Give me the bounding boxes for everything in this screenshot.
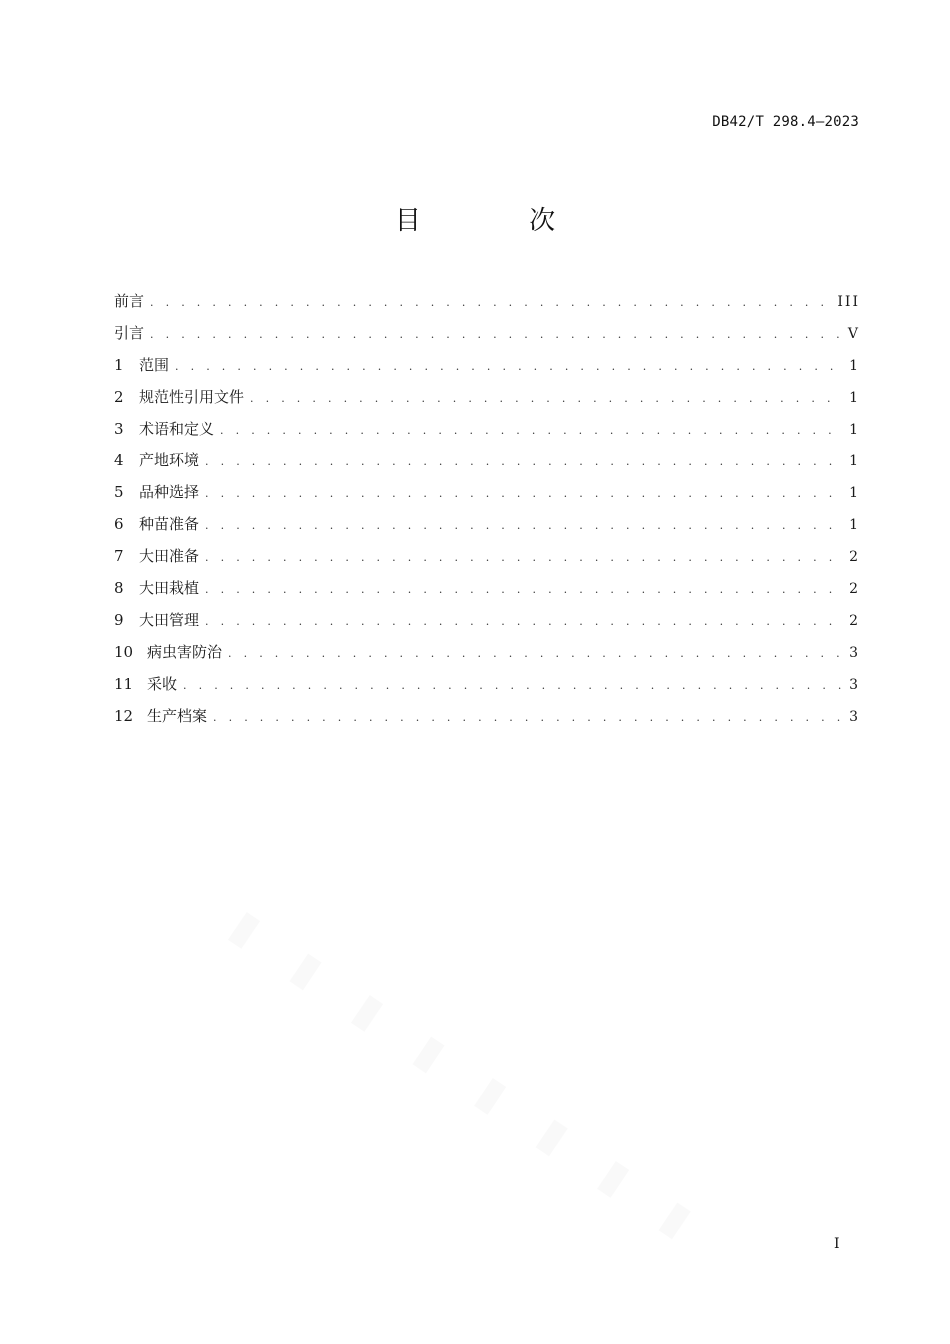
toc-entry-page: 2	[849, 549, 860, 566]
toc-dot-leader	[220, 415, 843, 447]
toc-entry-harvest[interactable]	[114, 669, 860, 701]
toc-dot-leader	[205, 510, 843, 542]
toc-dot-leader	[250, 383, 843, 415]
toc-entry-label: 规范性引用文件	[139, 387, 245, 406]
toc-dot-leader	[205, 574, 843, 606]
toc-dot-leader	[205, 478, 843, 510]
toc-entry-production-environment[interactable]	[114, 445, 860, 477]
toc-entry-production-records[interactable]	[114, 701, 860, 733]
toc-dot-leader	[150, 287, 831, 319]
toc-entry-variety-selection[interactable]	[114, 477, 860, 509]
toc-entry-label: 产地环境	[139, 451, 200, 470]
toc-dot-leader	[205, 446, 843, 478]
toc-entry-label: 生产档案	[147, 706, 208, 725]
toc-entry-label: 引言	[114, 323, 145, 342]
toc-title: 目 次	[394, 206, 606, 236]
toc-entry-field-preparation[interactable]	[114, 541, 860, 573]
toc-entry-page: V	[847, 325, 860, 342]
toc-entry-page: 1	[849, 485, 860, 502]
toc-dot-leader	[175, 351, 843, 383]
toc-entry-number: 9	[114, 610, 124, 629]
toc-entry-seedling-preparation[interactable]	[114, 509, 860, 541]
toc-entry-field-management[interactable]	[114, 605, 860, 637]
toc-entry-number: 4	[114, 451, 124, 470]
toc-entry-page: 3	[849, 676, 860, 693]
toc-entry-label: 品种选择	[139, 483, 200, 502]
toc-entry-label: 大田栽植	[139, 579, 200, 598]
toc-dot-leader	[183, 670, 843, 702]
toc-entry-scope[interactable]	[114, 350, 860, 382]
toc-entry-page: 1	[849, 421, 860, 438]
toc-entry-number: 5	[114, 483, 124, 502]
toc-entry-number: 2	[114, 387, 124, 406]
toc-dot-leader	[150, 319, 842, 351]
toc-entry-field-planting[interactable]	[114, 573, 860, 605]
toc-entry-page: III	[837, 294, 860, 310]
toc-entry-page: 1	[849, 517, 860, 534]
toc-entry-page: 3	[849, 644, 860, 661]
toc-list	[114, 286, 860, 732]
toc-entry-number: 12	[114, 706, 134, 725]
toc-entry-label: 大田管理	[139, 610, 200, 629]
toc-entry-introduction[interactable]	[114, 318, 860, 350]
toc-entry-number: 6	[114, 515, 124, 534]
toc-entry-pest-control[interactable]	[114, 637, 860, 669]
toc-entry-page: 3	[849, 708, 860, 725]
toc-dot-leader	[205, 606, 843, 638]
toc-entry-number: 11	[114, 674, 134, 693]
page-number: I	[834, 1236, 840, 1252]
toc-entry-page: 1	[849, 453, 860, 470]
toc-entry-label: 采收	[147, 674, 178, 693]
toc-entry-label: 术语和定义	[139, 419, 215, 438]
toc-dot-leader	[228, 638, 843, 670]
toc-entry-normative-references[interactable]	[114, 382, 860, 414]
toc-entry-label: 范围	[139, 355, 170, 374]
document-code: DB42/T 298.4—2023	[712, 114, 859, 130]
toc-entry-foreword[interactable]	[114, 286, 860, 318]
toc-entry-number: 8	[114, 579, 124, 598]
toc-entry-number: 7	[114, 547, 124, 566]
toc-entry-page: 1	[849, 357, 860, 374]
toc-entry-label: 种苗准备	[139, 515, 200, 534]
toc-dot-leader	[213, 702, 843, 734]
toc-entry-label: 前言	[114, 292, 145, 310]
toc-entry-terms-definitions[interactable]	[114, 414, 860, 446]
faint-watermark	[221, 900, 714, 1255]
toc-entry-number: 3	[114, 419, 124, 438]
toc-entry-page: 2	[849, 581, 860, 598]
toc-entry-number: 10	[114, 642, 134, 661]
toc-entry-page: 1	[849, 389, 860, 406]
toc-dot-leader	[205, 542, 843, 574]
toc-entry-label: 病虫害防治	[147, 642, 223, 661]
toc-entry-number: 1	[114, 355, 124, 374]
toc-entry-label: 大田准备	[139, 547, 200, 566]
toc-entry-page: 2	[849, 612, 860, 629]
